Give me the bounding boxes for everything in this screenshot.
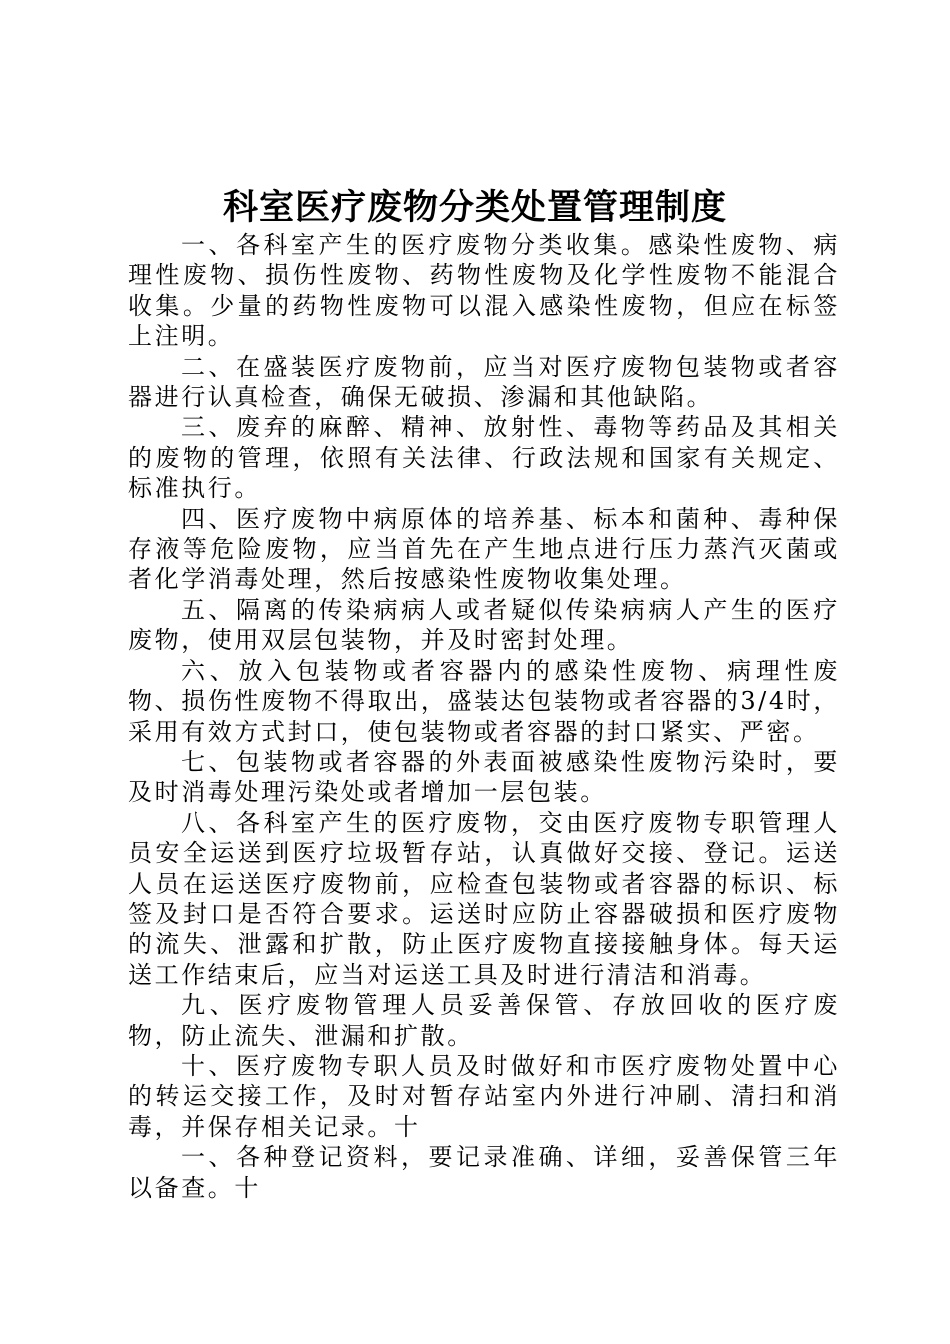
paragraph-3: 三、废弃的麻醉、精神、放射性、毒物等药品及其相关的废物的管理，依照有关法律、行政法规和国家有关规定、标准执行。 <box>128 413 840 503</box>
paragraph-7: 七、包装物或者容器的外表面被感染性废物污染时，要及时消毒处理污染处或者增加一层包装。 <box>128 747 840 807</box>
paragraph-11: 一、各种登记资料，要记录准确、详细，妥善保管三年以备查。十 <box>128 1143 840 1202</box>
paragraph-2: 二、在盛装医疗废物前，应当对医疗废物包装物或者容器进行认真检查，确保无破损、渗漏和其他缺陷。 <box>128 352 840 412</box>
paragraph-10: 十、医疗废物专职人员及时做好和市医疗废物处置中心的转运交接工作，及时对暂存站室内外进行冲刷、清扫和消毒，并保存相关记录。十 <box>128 1051 840 1141</box>
paragraph-9: 九、医疗废物管理人员妥善保管、存放回收的医疗废物，防止流失、泄漏和扩散。 <box>128 991 840 1050</box>
paragraph-1: 一、各科室产生的医疗废物分类收集。感染性废物、病理性废物、损伤性废物、药物性废物及化学性废物不能混合收集。少量的药物性废物可以混入感染性废物，但应在标签上注明。 <box>128 231 840 351</box>
document-title: 科室医疗废物分类处置管理制度 <box>222 187 727 228</box>
paragraph-5: 五、隔离的传染病病人或者疑似传染病病人产生的医疗废物，使用双层包装物，并及时密封处理。 <box>128 595 840 655</box>
document-body <box>128 230 840 1203</box>
paragraph-6: 六、放入包装物或者容器内的感染性废物、病理性废物、损伤性废物不得取出，盛装达包装物或者容器的3/4时，采用有效方式封口，使包装物或者容器的封口紧实、严密。 <box>128 656 840 746</box>
paragraph-8: 八、各科室产生的医疗废物，交由医疗废物专职管理人员安全运送到医疗垃圾暂存站，认真做好交接、登记。运送人员在运送医疗废物前，应检查包装物或者容器的标识、标签及封口是否符合要求。运送时应防止容器破损和医疗废物的流失、泄露和扩散，防止医疗废物直接接触身体。每天运送工作结束后，应当对运送工具及时进行清洁和消毒。 <box>128 808 840 989</box>
paragraph-4: 四、医疗废物中病原体的培养基、标本和菌种、毒种保存液等危险废物，应当首先在产生地点进行压力蒸汽灭菌或者化学消毒处理，然后按感染性废物收集处理。 <box>128 504 840 594</box>
